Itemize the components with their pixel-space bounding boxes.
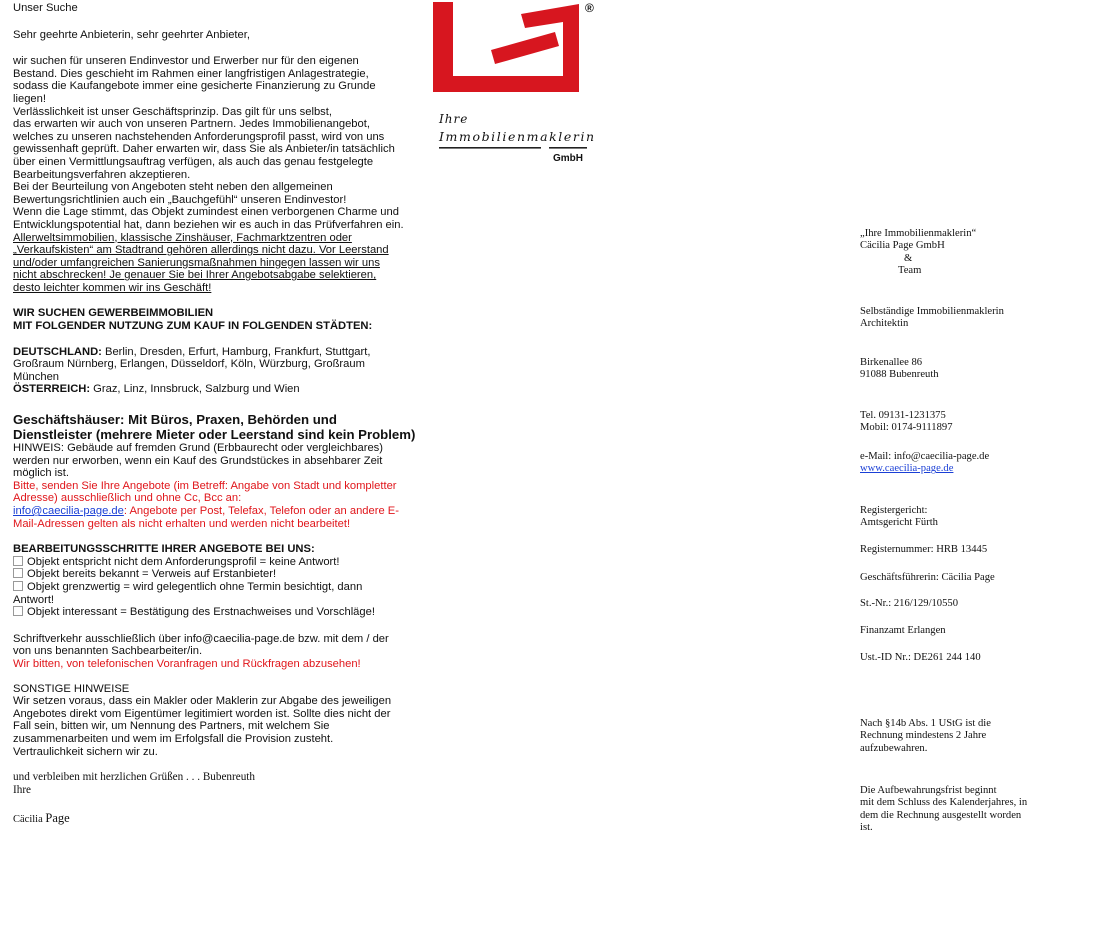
logo-graphic bbox=[431, 0, 599, 172]
contact-block bbox=[860, 410, 1050, 435]
sidebar-line: Nach §14b Abs. 1 UStG ist die bbox=[860, 718, 991, 729]
red-notice-line: Adresse) ausschließlich und ohne Cc, Bcc an: bbox=[13, 492, 242, 505]
search-heading: WIR SUCHEN GEWERBEIMMOBILIEN bbox=[13, 307, 214, 320]
underlined-paragraph bbox=[13, 232, 423, 295]
registered-mark: ® bbox=[585, 1, 594, 15]
sidebar-line: Cäcilia Page GmbH bbox=[860, 240, 945, 252]
register-number bbox=[860, 544, 1050, 556]
austria-text: Graz, Linz, Innsbruck, Salzburg und Wien bbox=[90, 383, 300, 396]
text-line: Bearbeitungsverfahren akzeptieren. bbox=[13, 168, 191, 181]
sidebar-line: Geschäftsführerin: Cäcilia Page bbox=[860, 572, 995, 583]
letter-body bbox=[13, 2, 423, 827]
address-block bbox=[860, 357, 1050, 382]
sidebar-line: aufzubewahren. bbox=[860, 742, 928, 754]
checkbox-icon bbox=[13, 606, 23, 616]
text-line: Wir setzen voraus, dass ein Makler oder Maklerin zur Abgabe des jeweiligen bbox=[13, 695, 392, 708]
text-line: Angebotes direkt vom Eigentümer legitimiert worden ist. Sollte dies nicht der bbox=[13, 707, 391, 720]
step-item: Objekt bereits bekannt = Verweis auf Erstanbieter! bbox=[13, 568, 423, 581]
company-name-block bbox=[860, 228, 1050, 278]
greeting: Sehr geehrte Anbieterin, sehr geehrter Anbieter, bbox=[13, 28, 250, 41]
sidebar-email: e-Mail: info@caecilia-page.de bbox=[860, 451, 990, 462]
logo-text-immobilienmaklerin: Immobilienmaklerin bbox=[439, 129, 596, 144]
text-line: „Verkaufskisten“ am Stadtrand gehören allerdings nicht dazu. Vor Leerstand bbox=[13, 244, 389, 257]
text-line: HINWEIS: Gebäude auf fremden Grund (Erbbaurecht oder vergleichbares) bbox=[13, 442, 383, 455]
text-line: sodass die Kaufangebote immer eine gesicherte Finanzierung zu Grunde bbox=[13, 80, 376, 93]
sidebar-line: 91088 Bubenreuth bbox=[860, 369, 939, 381]
sidebar-line: Amtsgericht Fürth bbox=[860, 517, 938, 529]
checkbox-icon bbox=[13, 581, 23, 591]
phone: Tel. 09131-1231375 bbox=[860, 410, 946, 421]
sidebar-line: Registernummer: HRB 13445 bbox=[860, 544, 988, 555]
sidebar-line: & bbox=[904, 252, 913, 264]
austria-label: ÖSTERREICH: bbox=[13, 383, 91, 396]
text-line: gewissenhaft geprüft. Daher erwarten wir, dass Sie als Anbieter/in tatsächlich bbox=[13, 143, 395, 156]
sidebar-line: „Ihre Immobilienmaklerin“ bbox=[860, 228, 977, 239]
logo-text-gmbh: GmbH bbox=[553, 153, 583, 164]
intro-paragraph bbox=[13, 55, 423, 231]
text-line: von uns benannten Sachbearbeiter/in. bbox=[13, 645, 203, 658]
usage-subheading: Dienstleister (mehrere Mieter oder Leerstand sind kein Problem) bbox=[13, 427, 416, 443]
sidebar-line: Architektin bbox=[860, 318, 909, 330]
germany-text: Berlin, Dresden, Erfurt, Hamburg, Frankfurt, Stuttgart, bbox=[101, 345, 371, 358]
text-line: desto leichter kommen wir ins Geschäft! bbox=[13, 281, 212, 294]
text-line: Schriftverkehr ausschließlich über info@caecilia-page.de bzw. mit dem / der bbox=[13, 632, 389, 645]
letter-title: Unser Suche bbox=[13, 2, 78, 14]
text-line: und/oder umfangreichen Sanierungsmaßnahmen hingegen lassen wir uns bbox=[13, 256, 380, 269]
search-subheading: MIT FOLGENDER NUTZUNG ZUM KAUF IN FOLGENDEN STÄDTEN: bbox=[13, 320, 373, 333]
role-block bbox=[860, 306, 1050, 331]
closing-line: und verbleiben mit herzlichen Grüßen . . . Bubenreuth bbox=[13, 771, 256, 784]
text-line: das erwarten wir auch von unseren Partnern. Jedes Immobilienangebot, bbox=[13, 118, 370, 131]
text-line: über einen Vermittlungsauftrag verfügen, als auch das genau festgelegte bbox=[13, 155, 374, 168]
text-line: Bestand. Dies geschieht im Rahmen einer langfristigen Anlagestrategie, bbox=[13, 67, 369, 80]
text-line: Bewertungsrichtlinien auch ein „Bauchgefühl“ unseren Endinvestor! bbox=[13, 193, 347, 206]
sidebar-line: Ust.-ID Nr.: DE261 244 140 bbox=[860, 652, 981, 663]
austria-cities bbox=[13, 383, 423, 396]
other-notes-heading: SONSTIGE HINWEISE bbox=[13, 682, 130, 695]
sidebar-line: Rechnung mindestens 2 Jahre bbox=[860, 730, 987, 742]
text-line: wir suchen für unseren Endinvestor und Erwerber nur für den eigenen bbox=[13, 55, 359, 68]
tax-office bbox=[860, 625, 1050, 637]
germany-cities bbox=[13, 346, 423, 359]
step-item: Objekt entspricht nicht dem Anforderungsprofil = keine Antwort! bbox=[13, 556, 423, 569]
sidebar-line: St.-Nr.: 216/129/10550 bbox=[860, 598, 958, 609]
online-block bbox=[860, 451, 1050, 476]
usage-heading: Geschäftshäuser: Mit Büros, Praxen, Behörden und bbox=[13, 412, 337, 428]
text-line: liegen! bbox=[13, 92, 46, 105]
step-item: Objekt interessant = Bestätigung des Erstnachweises und Vorschläge! bbox=[13, 606, 423, 619]
text-line: Allerweltsimmobilien, klassische Zinshäuser, Fachmarktzentren oder bbox=[13, 231, 352, 244]
retention-period-note bbox=[860, 785, 1050, 835]
closing-ihre: Ihre bbox=[13, 783, 32, 796]
text-line: zusammenarbeiten und wem im Erfolgsfall die Provision zusteht. bbox=[13, 732, 334, 745]
text-line: Großraum Nürnberg, Erlangen, Düsseldorf, Köln, Würzburg, Großraum bbox=[13, 358, 365, 371]
sidebar-line: Registergericht: bbox=[860, 505, 928, 516]
sidebar-line: Die Aufbewahrungsfrist beginnt bbox=[860, 785, 997, 796]
red-notice-line: Wir bitten, von telefonischen Voranfragen und Rückfragen abzusehen! bbox=[13, 657, 361, 670]
red-notice-line: info@caecilia-page.de: Angebote per Post, Telefax, Telefon oder an andere E- bbox=[13, 505, 399, 517]
text-line: möglich ist. bbox=[13, 467, 69, 480]
text-line: Antwort! bbox=[13, 593, 55, 606]
sidebar-line: Team bbox=[898, 265, 922, 277]
vat-id bbox=[860, 652, 1050, 664]
managing-director bbox=[860, 572, 1050, 584]
germany-label: DEUTSCHLAND: bbox=[13, 345, 102, 358]
checkbox-icon bbox=[13, 568, 23, 578]
sidebar-line: dem die Rechnung ausgestellt worden bbox=[860, 809, 1022, 821]
checkbox-icon bbox=[13, 556, 23, 566]
signature: Cäcilia Page bbox=[13, 811, 70, 826]
website-link[interactable]: www.caecilia-page.de bbox=[860, 463, 954, 475]
email-link[interactable]: info@caecilia-page.de bbox=[13, 505, 124, 517]
red-notice-line: Bitte, senden Sie Ihre Angebote (im Betreff: Angabe von Stadt und kompletter bbox=[13, 479, 397, 492]
sidebar-line: Selbständige Immobilienmaklerin bbox=[860, 306, 1004, 317]
register-block bbox=[860, 505, 1050, 530]
retention-note bbox=[860, 718, 1050, 755]
sidebar-line: mit dem Schluss des Kalenderjahres, in bbox=[860, 797, 1028, 809]
text-line: Verlässlichkeit ist unser Geschäftsprinzip. Das gilt für uns selbst, bbox=[13, 105, 332, 118]
text-line: München bbox=[13, 370, 60, 383]
steps-heading: BEARBEITUNGSSCHRITTE IHRER ANGEBOTE BEI UNS: bbox=[13, 543, 315, 556]
text-line: Fall sein, bitten wir, um Nennung des Partners, mit welchem Sie bbox=[13, 720, 330, 733]
text-line: nicht abschrecken! Je genauer Sie bei Ihrer Angebotsabgabe selektieren, bbox=[13, 269, 377, 282]
mobile: Mobil: 0174-9111897 bbox=[860, 422, 953, 434]
step-item: Objekt grenzwertig = wird gelegentlich ohne Termin besichtigt, dann bbox=[13, 581, 423, 594]
sidebar-line: Finanzamt Erlangen bbox=[860, 625, 946, 636]
sidebar-line: ist. bbox=[860, 822, 873, 834]
red-notice-line: Mail-Adressen gelten als nicht erhalten und werden nicht bearbeitet! bbox=[13, 517, 351, 530]
logo-text-ihre: Ihre bbox=[439, 112, 469, 126]
text-line: Wenn die Lage stimmt, das Objekt zumindest einen verborgenen Charme und bbox=[13, 206, 399, 219]
sidebar-line: Birkenallee 86 bbox=[860, 357, 923, 368]
text-line: Entwicklungspotential hat, dann beziehen wir es auch in das Prüfverfahren ein. bbox=[13, 218, 404, 231]
tax-number bbox=[860, 598, 1050, 610]
text-line: Vertraulichkeit sichern wir zu. bbox=[13, 745, 158, 758]
text-line: welches zu unseren nachstehenden Anforderungsprofil passt, wird von uns bbox=[13, 130, 385, 143]
text-line: werden nur erworben, wenn ein Kauf des Grundstückes in absehbarer Zeit bbox=[13, 454, 383, 467]
company-logo bbox=[431, 0, 599, 172]
text-line: Bei der Beurteilung von Angeboten steht neben den allgemeinen bbox=[13, 181, 333, 194]
